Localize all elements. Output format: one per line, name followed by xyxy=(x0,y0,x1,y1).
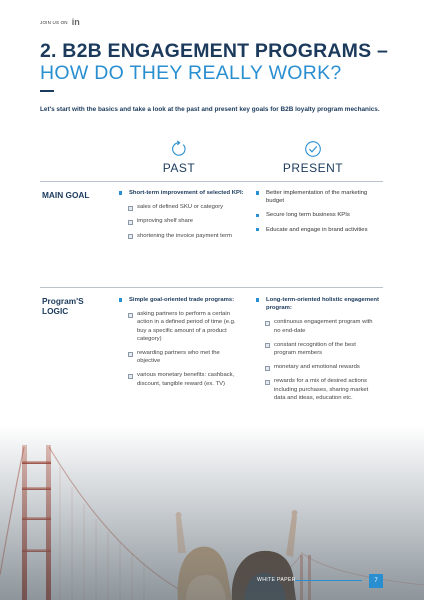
list-item: monetary and emotional rewards xyxy=(256,363,386,371)
present-main-goal-cell xyxy=(256,189,386,240)
social-bar xyxy=(40,17,80,27)
page-title xyxy=(40,40,400,92)
list-item: constant recognition of the best program members xyxy=(256,341,386,357)
present-column-header xyxy=(273,140,353,175)
title-underline xyxy=(40,90,54,92)
title-line-1: 2. B2B ENGAGEMENT PROGRAMS – xyxy=(40,40,388,62)
list-item: asking partners to perform a certain action in a defined period of time (e.g. buy a specific amount of a product category) xyxy=(119,310,249,343)
list-item: various monetary benefits: cashback, discount, tangible reward (ex. TV) xyxy=(119,371,249,387)
footer-rule xyxy=(295,580,362,581)
present-logic-cell xyxy=(256,296,386,408)
page-footer xyxy=(255,574,383,588)
list-item: Educate and engage in brand activities xyxy=(256,226,386,234)
list-item: shortening the invoice payment term xyxy=(119,232,249,240)
intro-paragraph: Let's start with the basics and take a look at the past and present key goals for B2B loyalty program mechanics. xyxy=(40,106,380,113)
past-main-goal-cell xyxy=(119,189,249,246)
present-label: PRESENT xyxy=(282,161,344,175)
list-item: improving shelf share xyxy=(119,217,249,225)
list-item: continuous engagement program with no end-date xyxy=(256,318,386,334)
list-item: sales of defined SKU or category xyxy=(119,203,249,211)
row-divider xyxy=(40,287,383,288)
past-logic-heading: Simple goal-oriented trade programs: xyxy=(119,296,249,304)
list-item: Better implementation of the marketing budget xyxy=(256,189,386,205)
past-label: PAST xyxy=(162,161,196,175)
list-item: rewarding partners who met the objective xyxy=(119,349,249,365)
title-line-2: HOW DO THEY REALLY WORK? xyxy=(40,62,342,84)
join-us-label: JOIN US ON xyxy=(40,19,68,25)
page-number: 7 xyxy=(369,574,383,588)
past-goal-heading: Short-term improvement of selected KPI: xyxy=(119,189,249,197)
row-label-program-logic xyxy=(42,296,84,316)
list-item: Secure long term business KPIs xyxy=(256,211,386,219)
circular-arrow-icon xyxy=(170,140,188,158)
row-label-main-goal: MAIN GOAL xyxy=(42,190,90,200)
past-logic-cell xyxy=(119,296,249,394)
present-logic-heading: Long-term-oriented holistic engagement program: xyxy=(256,296,386,312)
past-column-header xyxy=(139,140,219,175)
check-circle-icon xyxy=(304,140,322,158)
footer-label: WHITE PAPER xyxy=(257,577,296,583)
linkedin-icon[interactable]: in xyxy=(71,17,80,27)
header-divider xyxy=(40,181,383,182)
list-item: rewards for a mix of desired actions including purchases, sharing market data and ideas, education etc. xyxy=(256,377,386,402)
row-label-line-1: Program'S xyxy=(42,296,84,306)
row-label-line-2: LOGIC xyxy=(42,306,69,316)
